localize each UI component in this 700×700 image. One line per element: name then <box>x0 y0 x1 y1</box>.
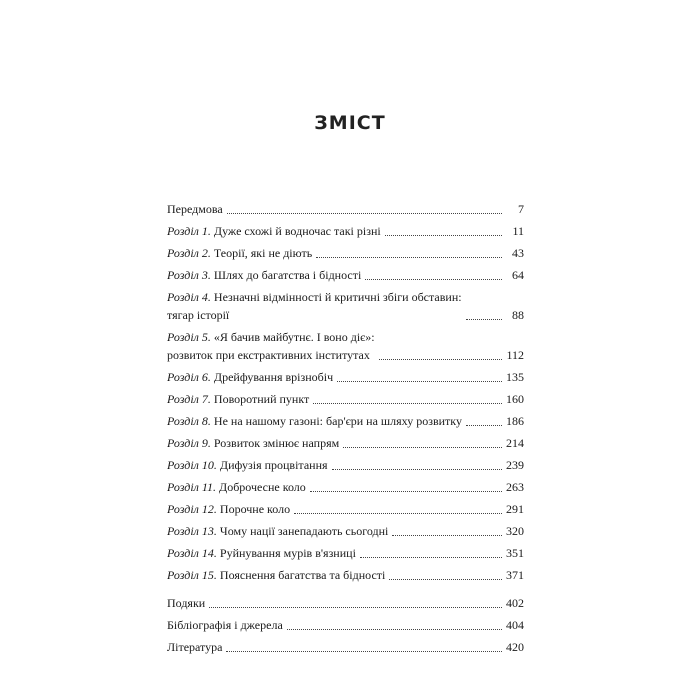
chapter-label: Розділ 15. <box>167 568 217 582</box>
chapter-title-cont: розвиток при екстрактивних інститутах <box>167 348 370 362</box>
chapter-title: Шлях до багатства і бідності <box>213 268 362 282</box>
page-number: 351 <box>506 546 524 560</box>
toc-entry-chapter-9[interactable] <box>167 434 524 452</box>
chapter-title: Незначні відмінності й критичні збіги обставин: <box>213 290 462 304</box>
page-number: 7 <box>518 202 524 216</box>
toc-entry-chapter-4[interactable] <box>167 288 524 324</box>
toc-entry-literature[interactable] <box>167 638 524 656</box>
toc-entry-chapter-10[interactable] <box>167 456 524 474</box>
leader-dots <box>294 513 502 514</box>
toc-entry-chapter-13[interactable] <box>167 522 524 540</box>
chapter-label: Розділ 6. <box>167 370 211 384</box>
toc-entry-chapter-3[interactable] <box>167 266 524 284</box>
chapter-label: Розділ 4. <box>167 290 211 304</box>
chapter-label: Розділ 14. <box>167 546 217 560</box>
chapter-label: Розділ 5. <box>167 330 211 344</box>
page-number: 320 <box>506 524 524 538</box>
chapter-label: Розділ 2. <box>167 246 211 260</box>
leader-dots <box>389 579 502 580</box>
page-number: 88 <box>512 308 524 322</box>
chapter-label: Розділ 9. <box>167 436 211 450</box>
toc-entry-acknowledgements[interactable] <box>167 594 524 612</box>
page-number: 239 <box>506 458 524 472</box>
chapter-title: Чому нації занепадають сьогодні <box>219 524 389 538</box>
chapter-title: Поворотний пункт <box>213 392 310 406</box>
chapter-title: Дифузія процвітання <box>219 458 328 472</box>
toc-entry-chapter-15[interactable] <box>167 566 524 584</box>
page-number: 214 <box>506 436 524 450</box>
chapter-title: Дуже схожі й водночас такі різні <box>213 224 381 238</box>
page-number: 43 <box>512 246 524 260</box>
toc-entry-preface[interactable] <box>167 200 524 218</box>
entry-title: Передмова <box>167 202 223 216</box>
page-number: 420 <box>506 640 524 654</box>
leader-dots <box>360 557 502 558</box>
toc-entry-chapter-11[interactable] <box>167 478 524 496</box>
page-number: 135 <box>506 370 524 384</box>
page-number: 160 <box>506 392 524 406</box>
leader-dots <box>365 279 502 280</box>
page-number: 291 <box>506 502 524 516</box>
leader-dots <box>316 257 502 258</box>
toc-entry-chapter-7[interactable] <box>167 390 524 408</box>
toc-entry-bibliography[interactable] <box>167 616 524 634</box>
chapter-label: Розділ 12. <box>167 502 217 516</box>
chapter-title: Доброчесне коло <box>219 480 306 494</box>
page-number: 186 <box>506 414 524 428</box>
chapter-title: Розвиток змінює напрям <box>213 436 340 450</box>
page-number: 11 <box>512 224 524 238</box>
toc-entry-chapter-12[interactable] <box>167 500 524 518</box>
leader-dots <box>310 491 502 492</box>
leader-dots <box>466 425 502 426</box>
leader-dots <box>379 359 502 360</box>
chapter-title: Теорії, які не діють <box>213 246 313 260</box>
chapter-label: Розділ 8. <box>167 414 211 428</box>
chapter-title: Не на нашому газоні: бар'єри на шляху розвитку <box>213 414 462 428</box>
page-title: ЗМІСТ <box>314 112 386 134</box>
page-number: 263 <box>506 480 524 494</box>
chapter-title: Порочне коло <box>219 502 291 516</box>
page-number: 112 <box>506 348 524 362</box>
page-number: 371 <box>506 568 524 582</box>
leader-dots <box>209 607 502 608</box>
table-of-contents <box>167 200 524 660</box>
chapter-title: Дрейфування врізнобіч <box>213 370 334 384</box>
leader-dots <box>332 469 502 470</box>
leader-dots <box>466 319 502 320</box>
chapter-label: Розділ 7. <box>167 392 211 406</box>
entry-title: Бібліографія і джерела <box>167 618 283 632</box>
page-number: 402 <box>506 596 524 610</box>
chapter-title: Пояснення багатства та бідності <box>219 568 386 582</box>
leader-dots <box>343 447 502 448</box>
toc-entry-chapter-5[interactable] <box>167 328 524 364</box>
entry-title: Подяки <box>167 596 206 610</box>
chapter-label: Розділ 10. <box>167 458 217 472</box>
page-number: 64 <box>512 268 524 282</box>
entry-title: Література <box>167 640 223 654</box>
chapter-label: Розділ 3. <box>167 268 211 282</box>
chapter-label: Розділ 13. <box>167 524 217 538</box>
chapter-title: «Я бачив майбутнє. І воно діє»: <box>213 330 375 344</box>
leader-dots <box>392 535 502 536</box>
toc-entry-chapter-8[interactable] <box>167 412 524 430</box>
toc-entry-chapter-1[interactable] <box>167 222 524 240</box>
leader-dots <box>337 381 502 382</box>
chapter-label: Розділ 1. <box>167 224 211 238</box>
leader-dots <box>385 235 502 236</box>
leader-dots <box>313 403 502 404</box>
page-number: 404 <box>506 618 524 632</box>
chapter-title-cont: тягар історії <box>167 308 230 322</box>
toc-entry-chapter-2[interactable] <box>167 244 524 262</box>
leader-dots <box>287 629 502 630</box>
leader-dots <box>226 651 502 652</box>
toc-entry-chapter-6[interactable] <box>167 368 524 386</box>
leader-dots <box>227 213 502 214</box>
toc-entry-chapter-14[interactable] <box>167 544 524 562</box>
chapter-label: Розділ 11. <box>167 480 217 494</box>
chapter-title: Руйнування мурів в'язниці <box>219 546 356 560</box>
